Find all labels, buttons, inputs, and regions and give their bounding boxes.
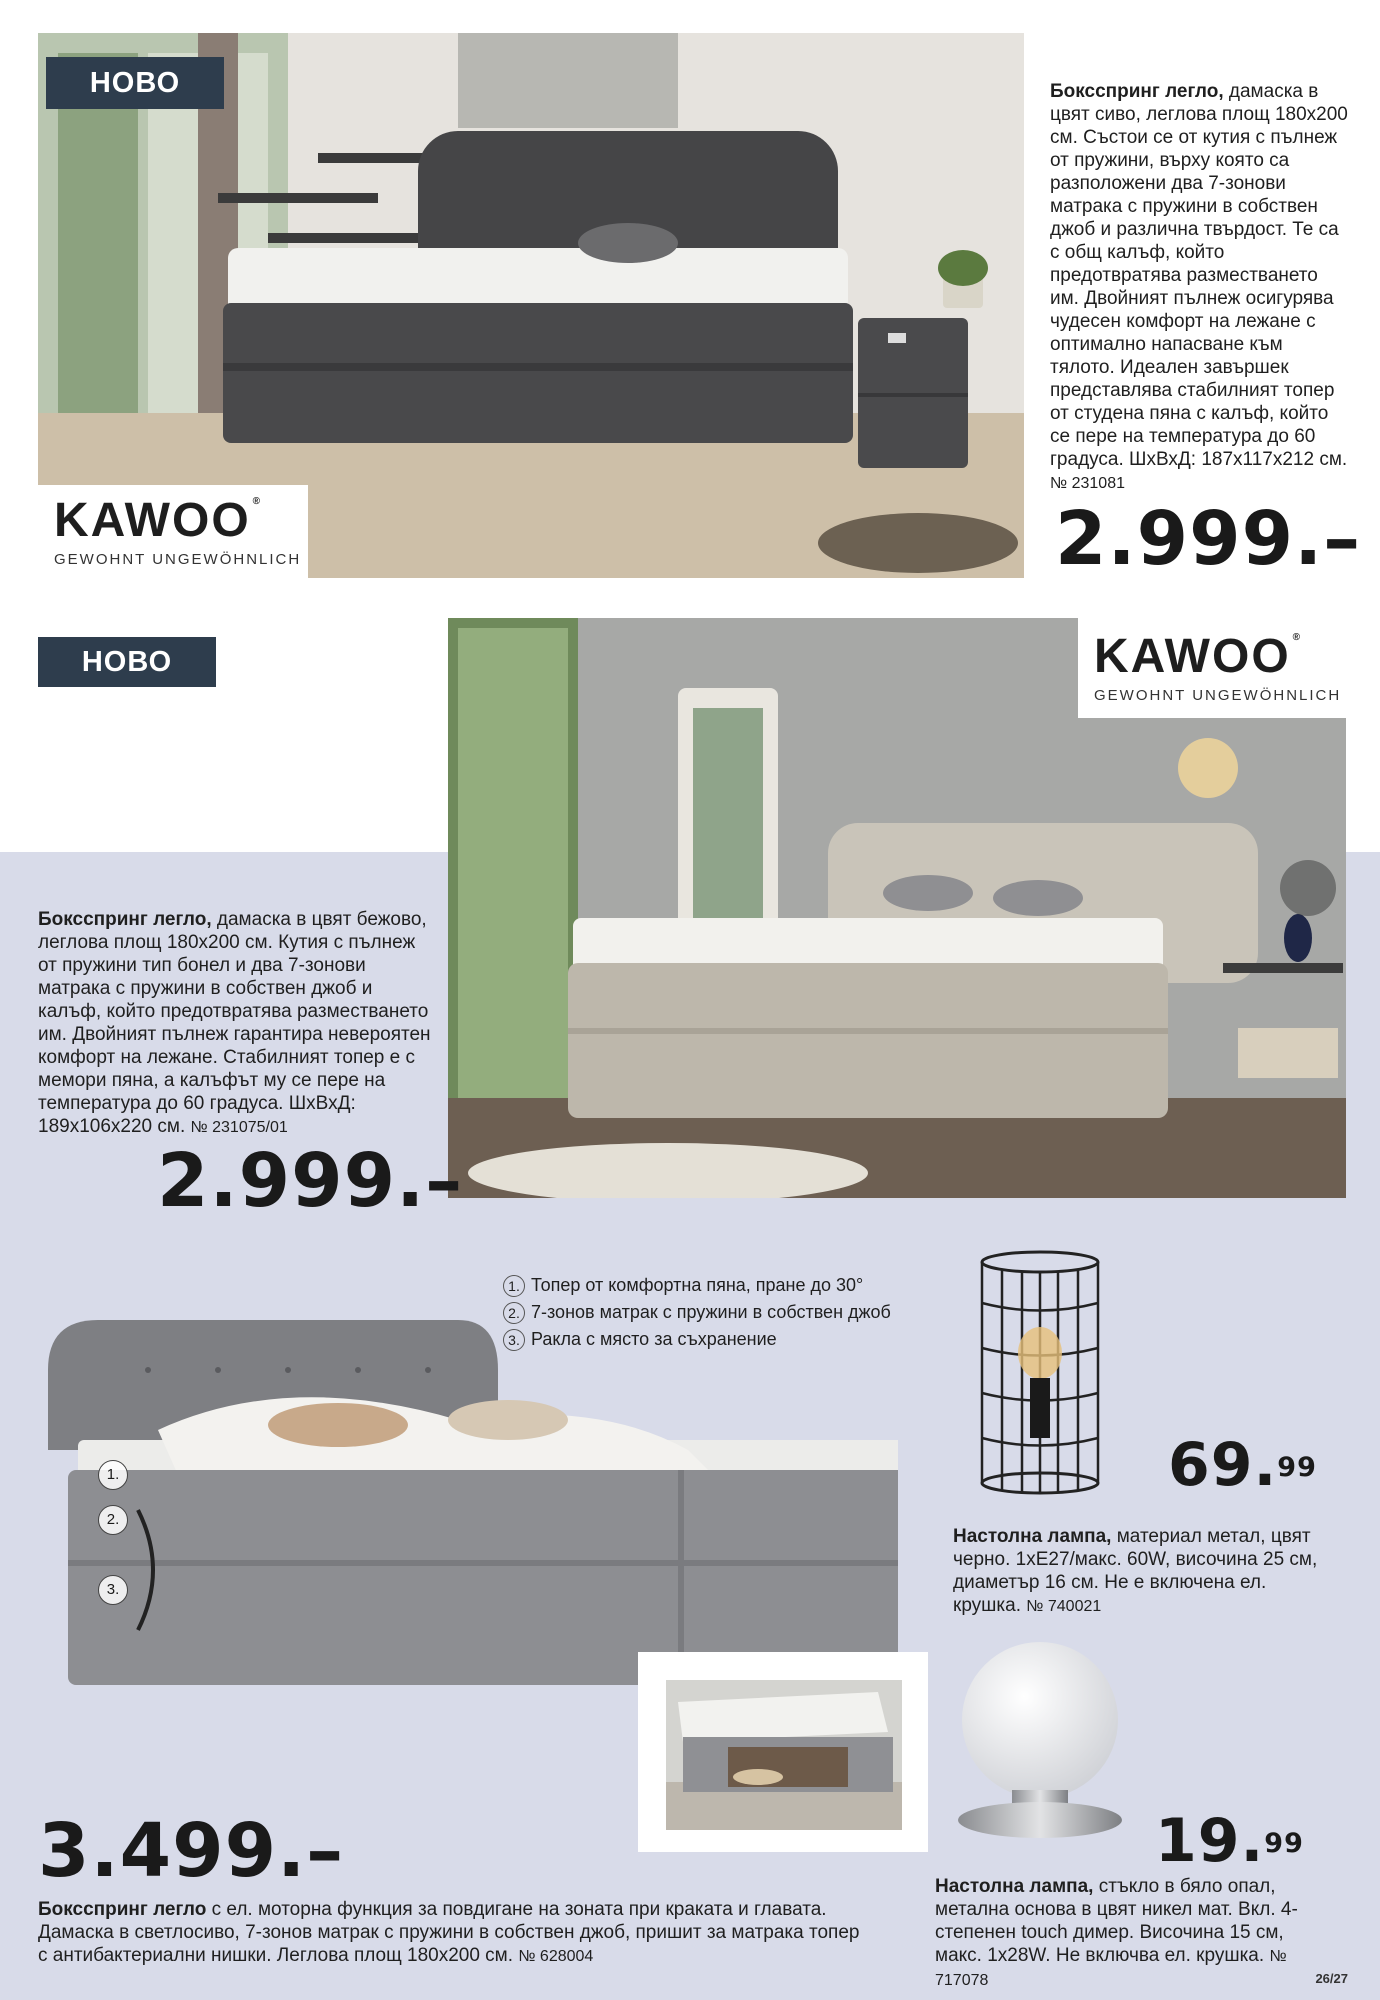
- marker-1: 1.: [98, 1460, 128, 1490]
- feature-text-3: Ракла с място за съхранение: [531, 1329, 777, 1349]
- lamp2-price: [1155, 1808, 1304, 1874]
- lamp-globe-icon: [950, 1640, 1130, 1840]
- globe-lamp-image: [950, 1640, 1130, 1840]
- lamp2-code: № 717078: [935, 1948, 1287, 1989]
- feature-text-1: Топер от комфортна пяна, пране до 30°: [531, 1275, 864, 1295]
- product1-text: дамаска в цвят сиво, леглова площ 180x200 см. Състои се от кутия с пълнеж от пружини, върху която са разположени два 7-зонови матрака с пружини в собствен джоб и различна твърдост. Те са с общ калъф, който предотвратява разместването им. Двойният пълнеж осигурява чудесен комфорт на лежане с оптимално напасване към тялото. Идеален завършек представлява стабилният топер от студена пяна с калъф, който се пере на температура до 60 градуса. ШхВхД: 187x117x212 см.: [1050, 81, 1348, 470]
- lamp1-description: [953, 1525, 1333, 1618]
- marker-3: 3.: [98, 1575, 128, 1605]
- lamp1-price-main: 69.: [1168, 1430, 1278, 1500]
- brand-logo-middle: KAWOO ® GEWOHNT UNGEWÖHNLICH: [1078, 618, 1346, 718]
- product2-price: 2.999.–: [157, 1138, 464, 1224]
- lamp1-title: Настолна лампа,: [953, 1526, 1112, 1547]
- feature-num-3: 3.: [503, 1329, 525, 1351]
- product1-description: [1050, 80, 1352, 495]
- storage-detail-photo: [638, 1652, 928, 1852]
- lamp2-description: [935, 1875, 1335, 1992]
- marker-2: 2.: [98, 1505, 128, 1535]
- product3-title: Боксспринг легло: [38, 1899, 207, 1920]
- page-number: 26/27: [1315, 1971, 1348, 1986]
- product3-code: № 628004: [518, 1948, 594, 1965]
- product2-title: Боксспринг легло,: [38, 909, 212, 930]
- feature-item-1: [503, 1272, 963, 1299]
- lamp2-price-main: 19.: [1155, 1806, 1265, 1876]
- cage-lamp-image: [980, 1248, 1100, 1498]
- brand-logo-top: KAWOO ® GEWOHNT UNGEWÖHNLICH: [38, 485, 308, 579]
- lamp2-title: Настолна лампа,: [935, 1876, 1094, 1897]
- feature-num-1: 1.: [503, 1275, 525, 1297]
- lamp1-text: материал метал, цвят черно. 1xE27/макс. 60W, височина 25 см, диаметър 16 см. Не е включена ел. крушка.: [953, 1526, 1318, 1616]
- product1-price: 2.999.–: [1055, 496, 1362, 582]
- feature-item-2: [503, 1299, 963, 1326]
- lamp2-text: стъкло в бяло опал, метална основа в цвят никел мат. Вкл. 4-степенен touch димер. Височина 15 см, макс. 1x28W. Не включва ел. крушка.: [935, 1876, 1298, 1966]
- lamp1-price-cents: 99: [1277, 1451, 1317, 1483]
- product1-title: Боксспринг легло,: [1050, 81, 1224, 102]
- feature-item-3: [503, 1326, 963, 1353]
- product2-text: дамаска в цвят бежово, леглова площ 180x200 см. Кутия с пълнеж от пружини тип бонел и два 7-зонови матрака с пружини в собствен джоб и калъф, който предотвратява разместването им. Двойният пълнеж гарантира невероятен комфорт на лежане. Стабилният топер е с мемори пяна, а калъфът му се пере на температура до 60 градуса. ШхВхД: 189x106x220 см.: [38, 909, 431, 1137]
- brand-tagline-2: GEWOHNT UNGEWÖHNLICH: [1094, 686, 1342, 704]
- brand-name: KAWOO: [54, 493, 251, 547]
- product3-description: [38, 1898, 868, 1968]
- product2-description: [38, 908, 438, 1139]
- product3-text: с ел. моторна функция за повдигане на зоната при краката и главата. Дамаска в светлосиво, 7-зонов матрак с пружини в собствен джоб, пришит за матрака топер с антибактериални нишки. Леглова площ 180x200 см.: [38, 1899, 860, 1966]
- lamp-cage-icon: [980, 1248, 1100, 1498]
- feature-num-2: 2.: [503, 1302, 525, 1324]
- product2-code: № 231075/01: [190, 1119, 288, 1136]
- storage-bed-photo: [38, 1310, 898, 1690]
- brand-name-2: KAWOO: [1094, 629, 1291, 683]
- lamp1-code: № 740021: [1026, 1598, 1102, 1615]
- feature-text-2: 7-зонов матрак с пружини в собствен джоб: [531, 1302, 891, 1322]
- lamp1-price: [1168, 1432, 1317, 1498]
- product1-code: № 231081: [1050, 475, 1125, 492]
- new-badge-top: НОВО: [46, 57, 224, 109]
- lamp2-price-cents: 99: [1264, 1827, 1304, 1859]
- new-badge-middle: НОВО: [38, 637, 216, 687]
- brand-tagline: GEWOHNT UNGEWÖHNLICH: [54, 550, 302, 568]
- product3-features: [503, 1272, 963, 1353]
- product3-price: 3.499.–: [38, 1808, 345, 1894]
